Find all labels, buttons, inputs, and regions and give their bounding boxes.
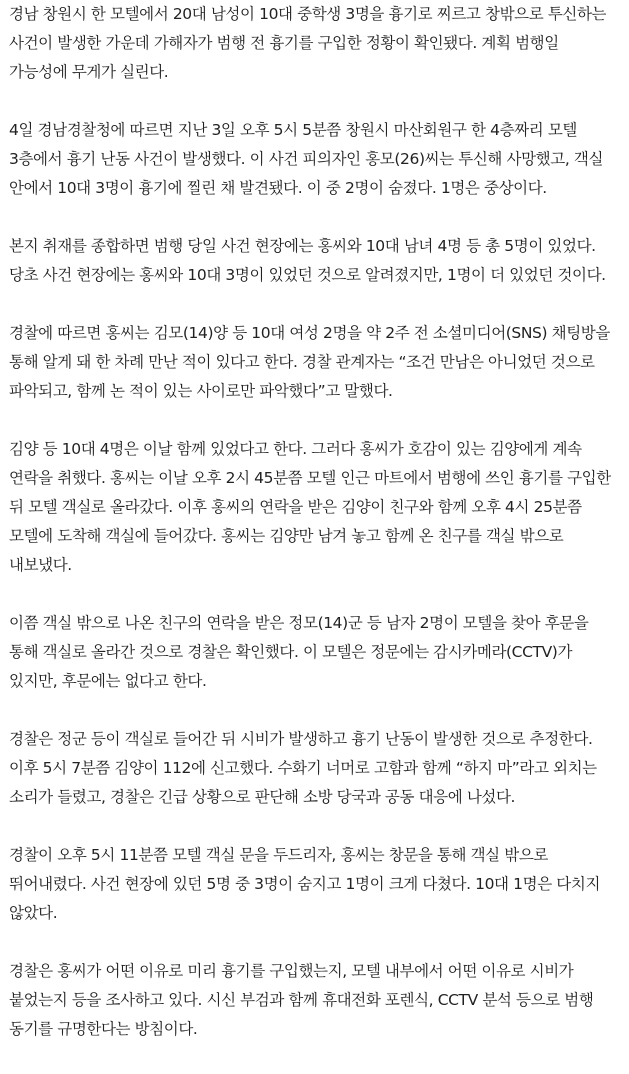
article-paragraph-5: 김양 등 10대 4명은 이날 함께 있었다고 한다. 그러다 홍씨가 호감이 있는 김양에게 계속 연락을 취했다. 홍씨는 이날 오후 2시 45분쯤 모텔 인근 마트에서 범행에 쓰인 흉기를 구입한 뒤 모텔 객실로 올라갔다. 이후 홍씨의 연락을 받은 김양이 친구와 함께 오후 4시 25분쯤 모텔에 도착해 객실에 들어갔다. 홍씨는 김양만 남겨 놓고 함께 온 친구를 객실 밖으로 내보냈다.	[9, 440, 611, 574]
article-paragraph-1: 경남 창원시 한 모텔에서 20대 남성이 10대 중학생 3명을 흉기로 찌르고 창밖으로 투신하는 사건이 발생한 가운데 가해자가 범행 전 흉기를 구입한 정황이 확인됐다. 계획 범행일 가능성에 무게가 실린다.	[9, 5, 607, 81]
article-paragraph-4: 경찰에 따르면 홍씨는 김모(14)양 등 10대 여성 2명을 약 2주 전 소셜미디어(SNS) 채팅방을 통해 알게 돼 한 차례 만난 적이 있다고 한다. 경찰 관계자는 “조건 만남은 아니었던 것으로 파악되고, 함께 논 적이 있는 사이로만 파악했다”고 말했다.	[9, 324, 610, 400]
article-paragraph-7: 경찰은 정군 등이 객실로 들어간 뒤 시비가 발생하고 흉기 난동이 발생한 것으로 추정한다. 이후 5시 7분쯤 김양이 112에 신고했다. 수화기 너머로 고함과 함께 “하지 마”라고 외치는 소리가 들렸고, 경찰은 긴급 상황으로 판단해 소방 당국과 공동 대응에 나섰다.	[9, 730, 597, 806]
article-paragraph-9: 경찰은 홍씨가 어떤 이유로 미리 흉기를 구입했는지, 모텔 내부에서 어떤 이유로 시비가 붙었는지 등을 조사하고 있다. 시신 부검과 함께 휴대전화 포렌식, CCTV 분석 등으로 범행 동기를 규명한다는 방침이다.	[9, 962, 594, 1038]
article-paragraph-2: 4일 경남경찰청에 따르면 지난 3일 오후 5시 5분쯤 창원시 마산회원구 한 4층짜리 모텔 3층에서 흉기 난동 사건이 발생했다. 이 사건 피의자인 홍모(26)씨는 투신해 사망했고, 객실 안에서 10대 3명이 흉기에 찔린 채 발견됐다. 이 중 2명이 숨졌다. 1명은 중상이다.	[9, 121, 604, 197]
article-paragraph-6: 이쯤 객실 밖으로 나온 친구의 연락을 받은 정모(14)군 등 남자 2명이 모텔을 찾아 후문을 통해 객실로 올라간 것으로 경찰은 확인했다. 이 모텔은 정문에는 감시카메라(CCTV)가 있지만, 후문에는 없다고 한다.	[9, 614, 589, 690]
article-paragraph-3: 본지 취재를 종합하면 범행 당일 사건 현장에는 홍씨와 10대 남녀 4명 등 총 5명이 있었다. 당초 사건 현장에는 홍씨와 10대 3명이 있었던 것으로 알려졌지만, 1명이 더 있었던 것이다.	[9, 237, 606, 284]
article-paragraph-8: 경찰이 오후 5시 11분쯤 모텔 객실 문을 두드리자, 홍씨는 창문을 통해 객실 밖으로 뛰어내렸다. 사건 현장에 있던 5명 중 3명이 숨지고 1명이 크게 다쳤다. 10대 1명은 다치지 않았다.	[9, 846, 601, 922]
